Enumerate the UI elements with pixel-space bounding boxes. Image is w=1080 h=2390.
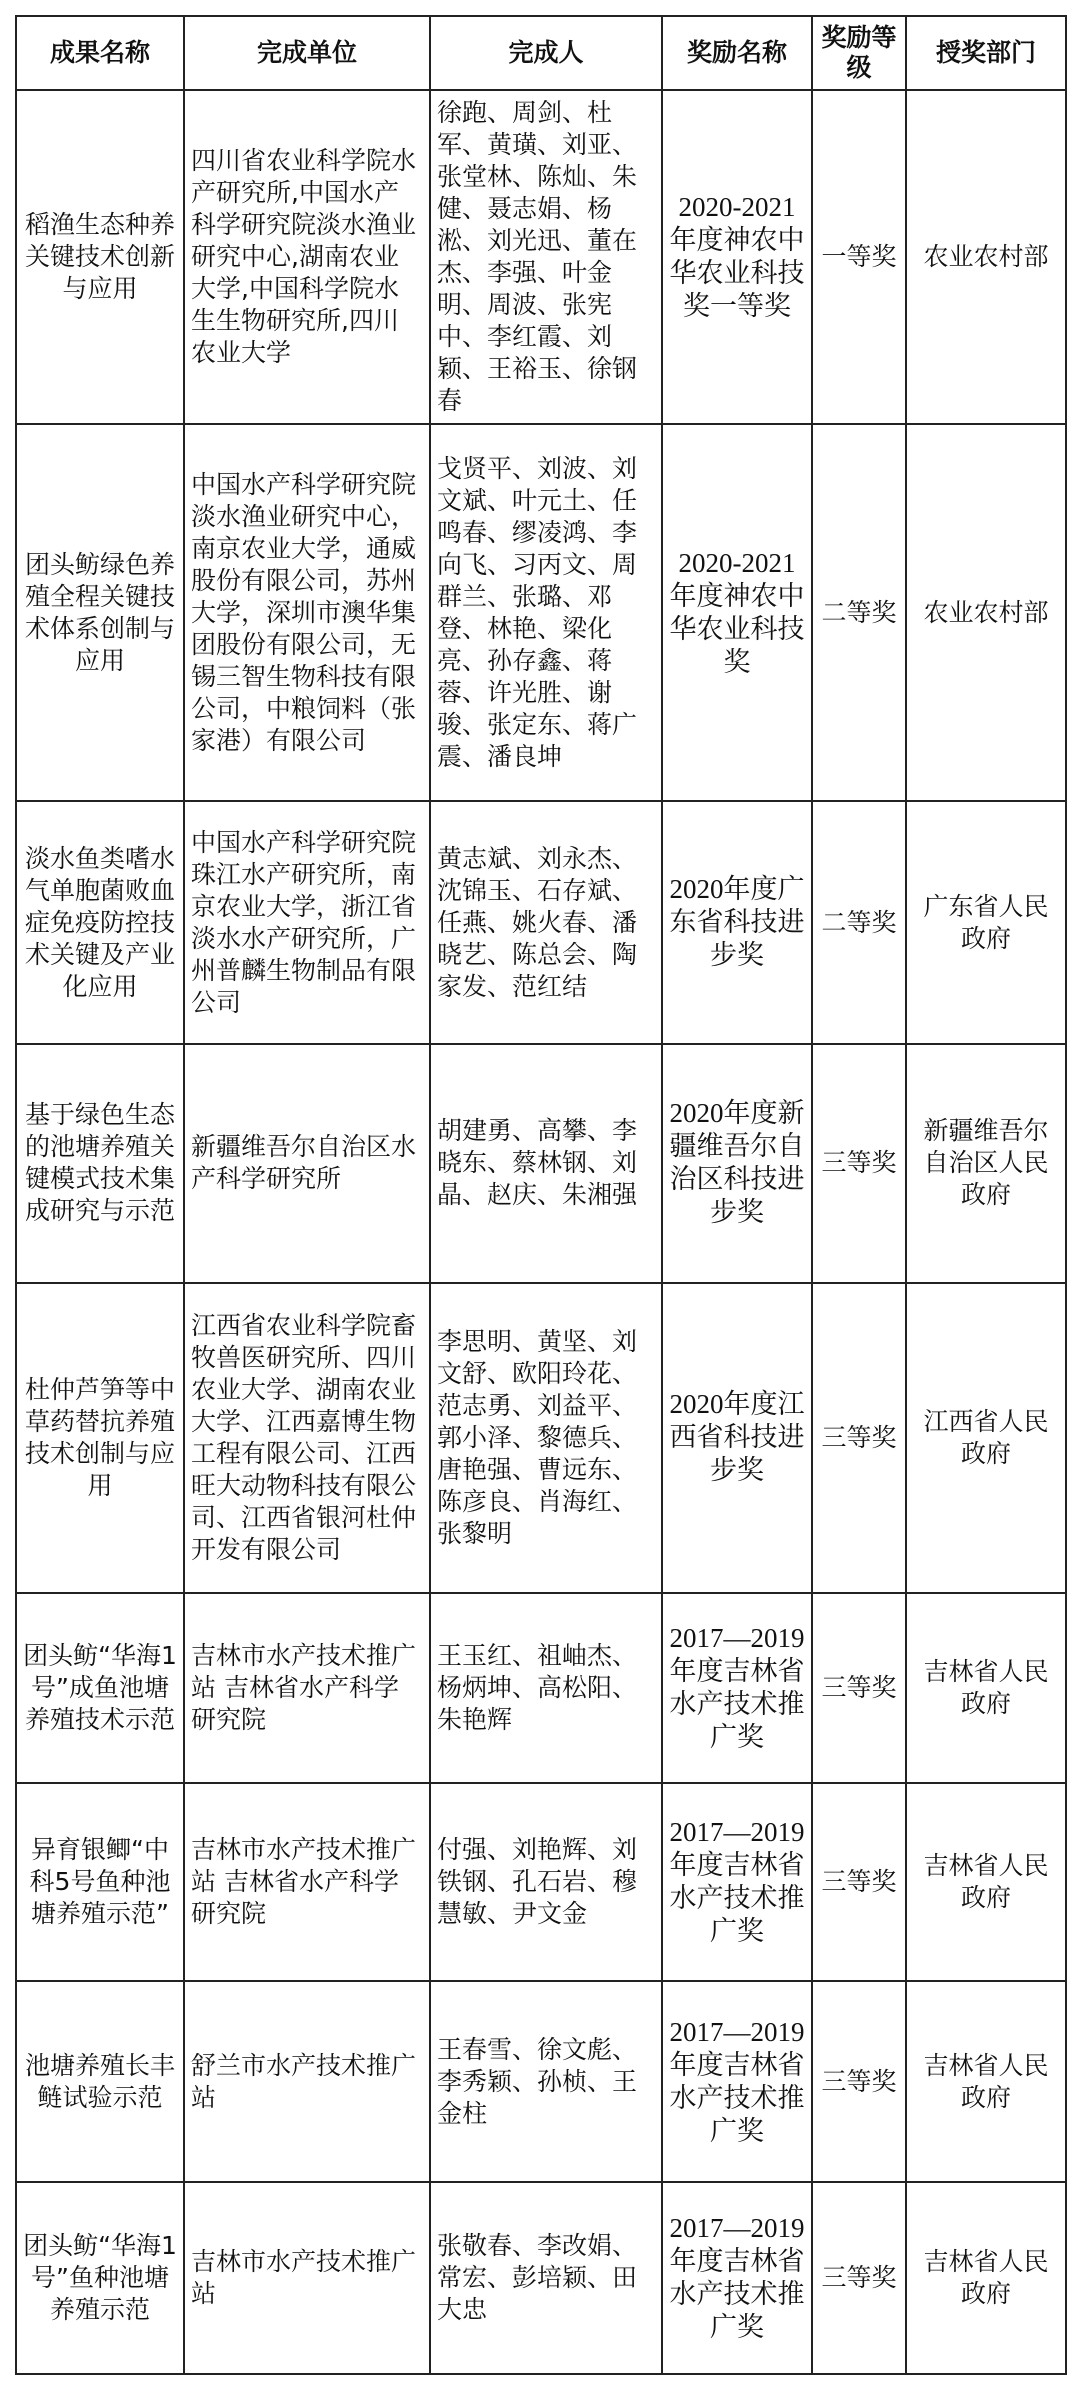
header-awarding-department: 授奖部门 — [906, 16, 1066, 90]
award-name-cell: 2017—2019年度吉林省水产技术推广奖 — [662, 1981, 812, 2181]
award-name-cell: 2020-2021年度神农中华农业科技奖一等奖 — [662, 90, 812, 424]
achievement-name-cell: 团头鲂绿色养殖全程关键技术体系创制与应用 — [16, 424, 184, 800]
table-row — [16, 424, 1066, 800]
table-body — [16, 90, 1066, 2374]
achievement-name-cell: 稻渔生态种养关键技术创新与应用 — [16, 90, 184, 424]
completing-persons-cell: 戈贤平、刘波、刘文斌、叶元土、任鸣春、缪凌鸿、李向飞、习丙文、周群兰、张璐、邓登、林艳、梁化亮、孙存鑫、蒋蓉、许光胜、谢骏、张定东、蒋广震、潘良坤 — [430, 424, 662, 800]
completing-unit-cell: 舒兰市水产技术推广站 — [184, 1981, 430, 2181]
awarding-department-cell: 吉林省人民政府 — [906, 1981, 1066, 2181]
completing-persons-cell: 胡建勇、高攀、李晓东、蔡林钢、刘晶、赵庆、朱湘强 — [430, 1044, 662, 1282]
table-row — [16, 1783, 1066, 1981]
achievement-name-cell: 异育银鲫“中科5号鱼种池塘养殖示范” — [16, 1783, 184, 1981]
completing-persons-cell: 王春雪、徐文彪、李秀颖、孙桢、王金柱 — [430, 1981, 662, 2181]
award-level-cell: 三等奖 — [812, 1044, 906, 1282]
achievement-name-cell: 淡水鱼类嗜水气单胞菌败血症免疫防控技术关键及产业化应用 — [16, 801, 184, 1044]
award-name-cell: 2020-2021年度神农中华农业科技奖 — [662, 424, 812, 800]
award-level-cell: 三等奖 — [812, 1981, 906, 2181]
completing-unit-cell: 吉林市水产技术推广站 吉林省水产科学研究院 — [184, 1783, 430, 1981]
header-completing-persons: 完成人 — [430, 16, 662, 90]
completing-persons-cell: 付强、刘艳辉、刘铁钢、孔石岩、穆慧敏、尹文金 — [430, 1783, 662, 1981]
achievement-name-cell: 杜仲芦笋等中草药替抗养殖技术创制与应用 — [16, 1283, 184, 1593]
awarding-department-cell: 新疆维吾尔自治区人民政府 — [906, 1044, 1066, 1282]
awarding-department-cell: 江西省人民政府 — [906, 1283, 1066, 1593]
header-achievement-name: 成果名称 — [16, 16, 184, 90]
completing-persons-cell: 李思明、黄坚、刘文舒、欧阳玲花、范志勇、刘益平、郭小泽、黎德兵、唐艳强、曹远东、陈彦良、肖海红、张黎明 — [430, 1283, 662, 1593]
award-name-cell: 2017—2019年度吉林省水产技术推广奖 — [662, 1593, 812, 1783]
completing-unit-cell: 江西省农业科学院畜牧兽医研究所、四川农业大学、湖南农业大学、江西嘉博生物工程有限公司、江西旺大动物科技有限公司、江西省银河杜仲开发有限公司 — [184, 1283, 430, 1593]
achievement-name-cell: 基于绿色生态的池塘养殖关键模式技术集成研究与示范 — [16, 1044, 184, 1282]
table-row — [16, 801, 1066, 1044]
table-row — [16, 90, 1066, 424]
table-row — [16, 2182, 1066, 2374]
completing-persons-cell: 王玉红、祖岫杰、杨炳坤、高松阳、朱艳辉 — [430, 1593, 662, 1783]
completing-persons-cell: 黄志斌、刘永杰、沈锦玉、石存斌、任燕、姚火春、潘晓艺、陈总会、陶家发、范红结 — [430, 801, 662, 1044]
table-row — [16, 1593, 1066, 1783]
achievement-name-cell: 团头鲂“华海1号”鱼种池塘养殖示范 — [16, 2182, 184, 2374]
completing-unit-cell: 四川省农业科学院水产研究所,中国水产科学研究院淡水渔业研究中心,湖南农业大学,中国科学院水生生物研究所,四川农业大学 — [184, 90, 430, 424]
award-level-cell: 二等奖 — [812, 801, 906, 1044]
awarding-department-cell: 吉林省人民政府 — [906, 2182, 1066, 2374]
completing-unit-cell: 吉林市水产技术推广站 吉林省水产科学研究院 — [184, 1593, 430, 1783]
award-name-cell: 2017—2019年度吉林省水产技术推广奖 — [662, 2182, 812, 2374]
table-row — [16, 1283, 1066, 1593]
awarding-department-cell: 广东省人民政府 — [906, 801, 1066, 1044]
awarding-department-cell: 农业农村部 — [906, 424, 1066, 800]
achievement-name-cell: 团头鲂“华海1号”成鱼池塘养殖技术示范 — [16, 1593, 184, 1783]
header-row — [16, 16, 1066, 90]
achievement-name-cell: 池塘养殖长丰鲢试验示范 — [16, 1981, 184, 2181]
header-completing-unit: 完成单位 — [184, 16, 430, 90]
awarding-department-cell: 吉林省人民政府 — [906, 1783, 1066, 1981]
awarding-department-cell: 农业农村部 — [906, 90, 1066, 424]
award-level-cell: 二等奖 — [812, 424, 906, 800]
award-name-cell: 2020年度新疆维吾尔自治区科技进步奖 — [662, 1044, 812, 1282]
header-award-level: 奖励等级 — [812, 16, 906, 90]
completing-unit-cell: 新疆维吾尔自治区水产科学研究所 — [184, 1044, 430, 1282]
award-level-cell: 三等奖 — [812, 2182, 906, 2374]
award-level-cell: 三等奖 — [812, 1283, 906, 1593]
award-name-cell: 2020年度江西省科技进步奖 — [662, 1283, 812, 1593]
completing-unit-cell: 吉林市水产技术推广站 — [184, 2182, 430, 2374]
award-level-cell: 三等奖 — [812, 1593, 906, 1783]
completing-persons-cell: 徐跑、周剑、杜军、黄璜、刘亚、张堂林、陈灿、朱健、聂志娟、杨淞、刘光迅、董在杰、李强、叶金明、周波、张宪中、李红霞、刘颖、王裕玉、徐钢春 — [430, 90, 662, 424]
completing-unit-cell: 中国水产科学研究院淡水渔业研究中心，南京农业大学，通威股份有限公司，苏州大学，深圳市澳华集团股份有限公司，无锡三智生物科技有限公司，中粮饲料（张家港）有限公司 — [184, 424, 430, 800]
award-name-cell: 2017—2019年度吉林省水产技术推广奖 — [662, 1783, 812, 1981]
award-level-cell: 三等奖 — [812, 1783, 906, 1981]
awarding-department-cell: 吉林省人民政府 — [906, 1593, 1066, 1783]
award-level-cell: 一等奖 — [812, 90, 906, 424]
award-name-cell: 2020年度广东省科技进步奖 — [662, 801, 812, 1044]
header-award-name: 奖励名称 — [662, 16, 812, 90]
awards-table — [15, 15, 1067, 2375]
table-row — [16, 1044, 1066, 1282]
completing-unit-cell: 中国水产科学研究院珠江水产研究所，南京农业大学，浙江省淡水水产研究所，广州普麟生物制品有限公司 — [184, 801, 430, 1044]
table-row — [16, 1981, 1066, 2181]
completing-persons-cell: 张敬春、李改娟、常宏、彭培颖、田大忠 — [430, 2182, 662, 2374]
